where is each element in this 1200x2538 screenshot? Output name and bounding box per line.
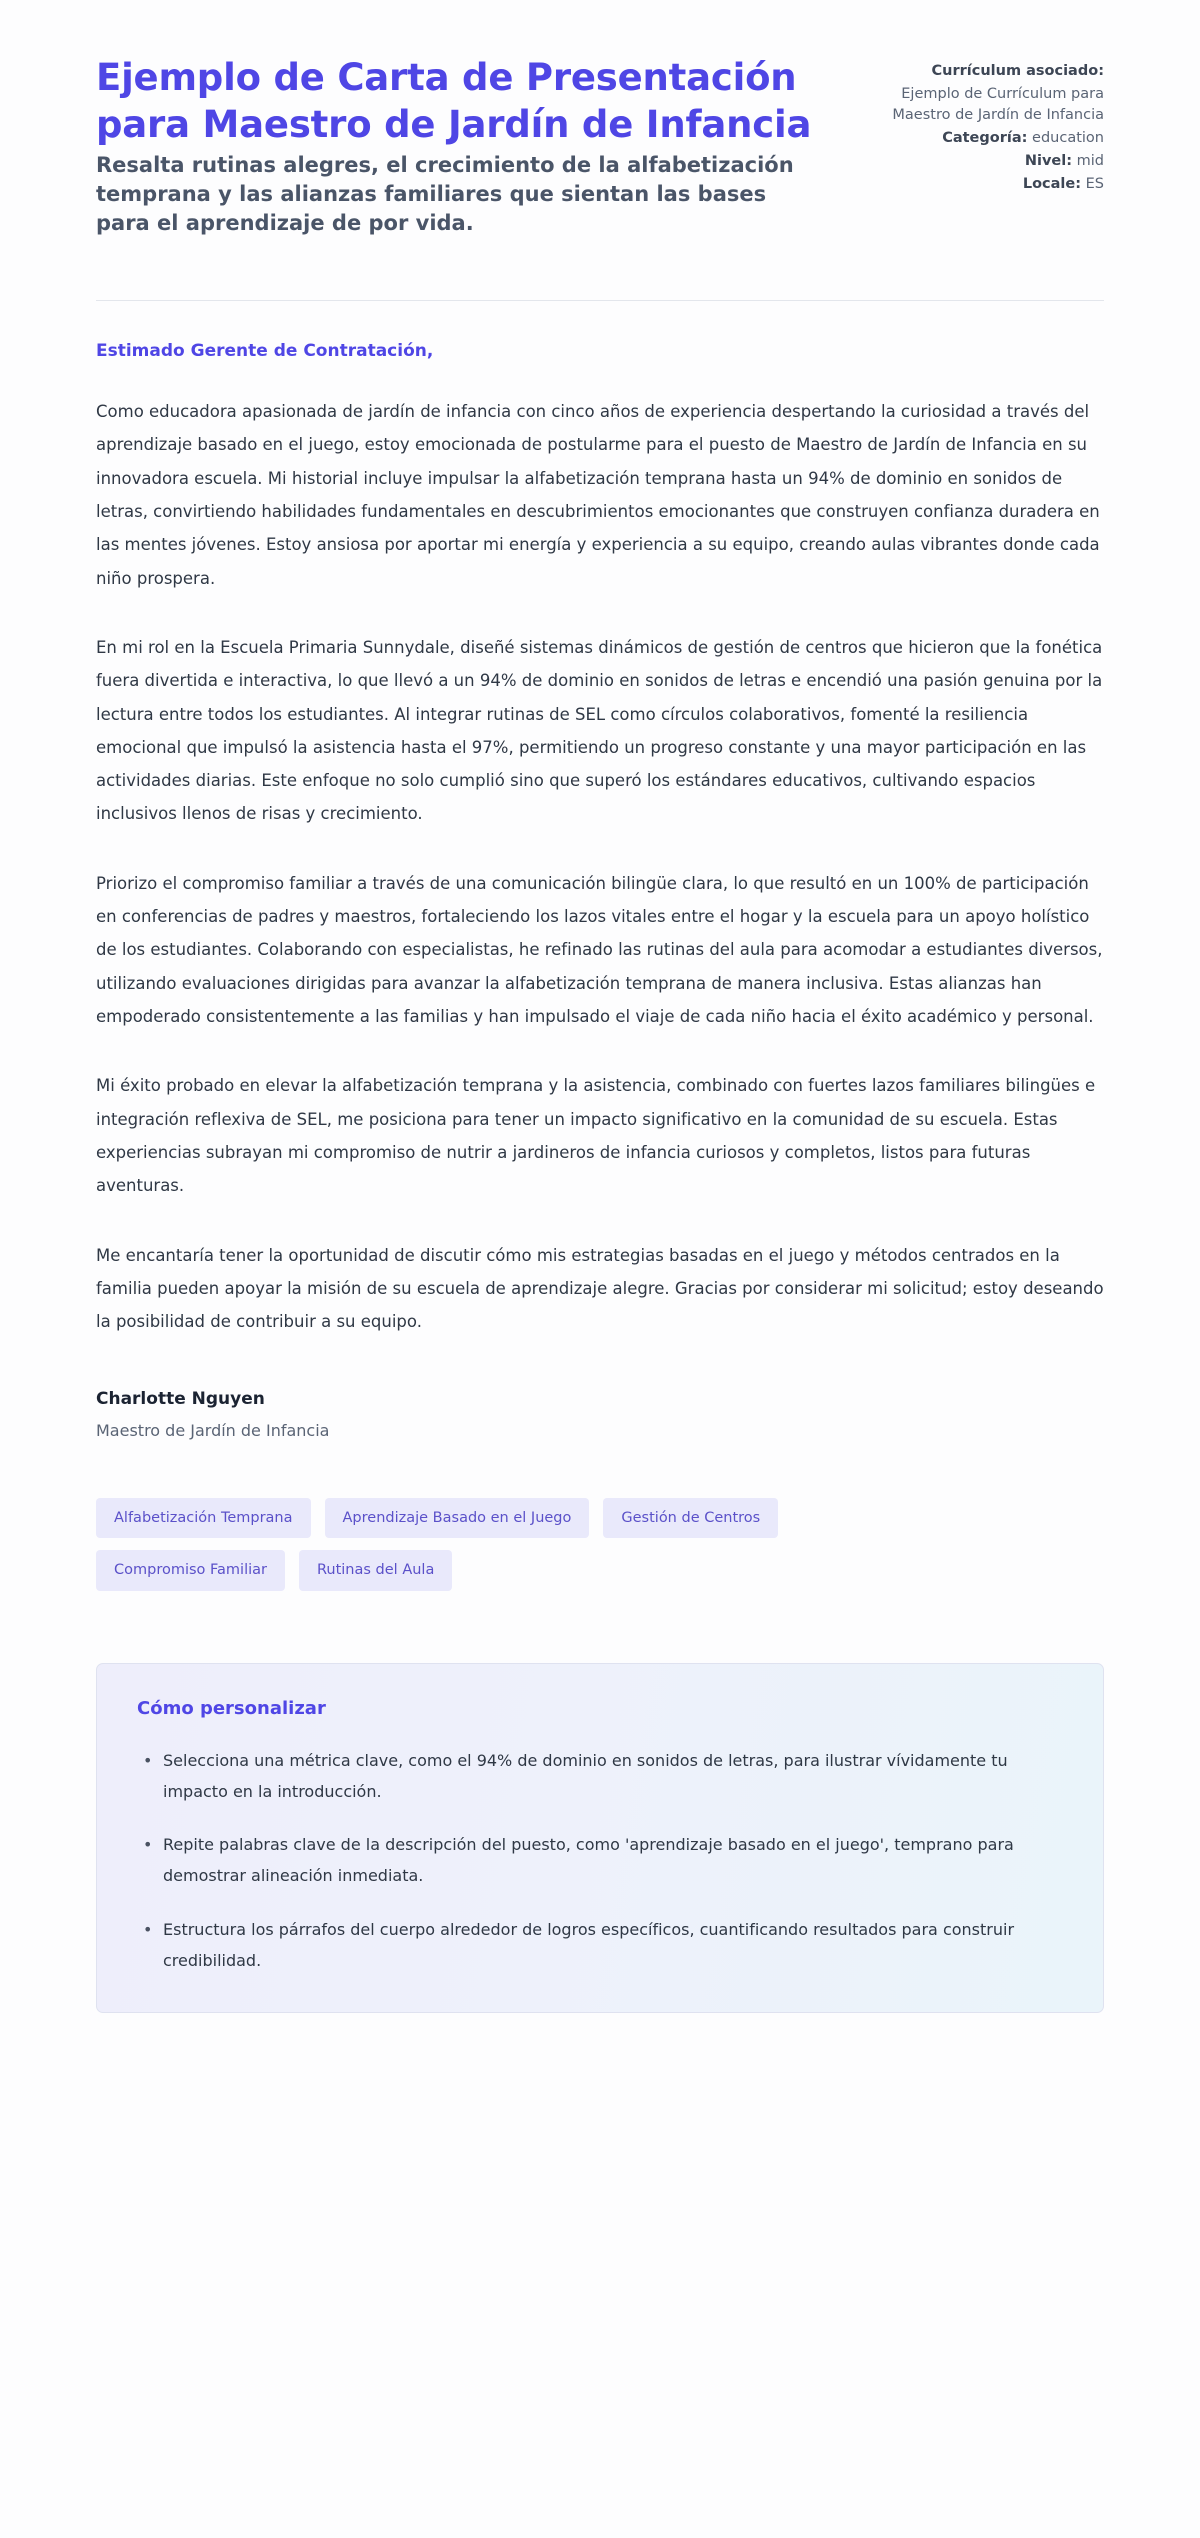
callout-title: Cómo personalizar <box>137 1697 326 1719</box>
meta-value-category: education <box>1032 130 1104 147</box>
tag-list <box>96 1498 896 1591</box>
signature-name: Charlotte Nguyen <box>96 1388 265 1409</box>
meta-resume-value: Ejemplo de Currículum para Maestro de Jardín de Infancia <box>892 86 1104 124</box>
meta-category <box>874 128 1104 149</box>
customize-callout <box>96 1663 1104 2013</box>
callout-list-item: • Estructura los párrafos del cuerpo alrededor de logros específicos, cuantificando resultados para construir credibilidad. <box>137 1914 1063 1976</box>
tag-chip[interactable]: Compromiso Familiar <box>96 1550 285 1591</box>
callout-list-item: • Selecciona una métrica clave, como el 94% de dominio en sonidos de letras, para ilustrar vívidamente tu impacto en la introducción. <box>137 1745 1063 1807</box>
meta-value-level: mid <box>1076 153 1104 170</box>
header-metadata <box>874 55 1104 197</box>
letter-paragraph: Mi éxito probado en elevar la alfabetización temprana y la asistencia, combinado con fuertes lazos familiares bilingües e integración reflexiva de SEL, me posiciona para tener un impacto significativo en la comunidad de su escuela. Estas experiencias subrayan mi compromiso de nutrir a jardineros de infancia curiosos y completos, listos para futuras aventuras. <box>96 1076 1096 1196</box>
meta-label-locale: Locale: <box>1022 176 1082 193</box>
meta-locale <box>874 174 1104 195</box>
meta-associated-resume <box>874 61 1104 82</box>
tag-chip[interactable]: Aprendizaje Basado en el Juego <box>325 1498 590 1539</box>
meta-label-level: Nivel: <box>1024 153 1073 170</box>
meta-level <box>874 151 1104 172</box>
callout-list-item: • Repite palabras clave de la descripción del puesto, como 'aprendizaje basado en el juego', temprano para demostrar alineación inmediata. <box>137 1829 1063 1891</box>
letter-paragraph: Como educadora apasionada de jardín de infancia con cinco años de experiencia despertando la curiosidad a través del aprendizaje basado en el juego, estoy emocionada de postularme para el puesto de Maestro de Jardín de Infancia en su innovadora escuela. Mi historial incluye impulsar la alfabetización temprana hasta un 94% de dominio en sonidos de letras, convirtiendo habilidades fundamentales en descubrimientos emocionantes que construyen confianza duradera en las mentes jóvenes. Estoy ansiosa por aportar mi energía y experiencia a su equipo, creando aulas vibrantes donde cada niño prospera. <box>96 401 1100 588</box>
letter-body <box>96 301 1104 1440</box>
page-title: Ejemplo de Carta de Presentación para Maestro de Jardín de Infancia <box>96 56 812 146</box>
meta-label-resume: Currículum asociado: <box>931 63 1104 79</box>
meta-label-category: Categoría: <box>942 130 1028 147</box>
document-header <box>96 55 1104 238</box>
tag-chip[interactable]: Rutinas del Aula <box>299 1550 452 1591</box>
letter-paragraph: En mi rol en la Escuela Primaria Sunnydale, diseñé sistemas dinámicos de gestión de centros que hicieron que la fonética fuera divertida e interactiva, lo que llevó a un 94% de dominio en sonidos de letras e encendió una pasión genuina por la lectura entre todos los estudiantes. Al integrar rutinas de SEL como círculos colaborativos, fomenté la resiliencia emocional que impulsó la asistencia hasta el 97%, permitiendo un progreso constante y una mayor participación en las actividades diarias. Este enfoque no solo cumplió sino que superó los estándares educativos, cultivando espacios inclusivos llenos de risas y crecimiento. <box>96 637 1103 824</box>
tag-chip[interactable]: Gestión de Centros <box>603 1498 778 1539</box>
callout-list <box>137 1745 1063 1976</box>
letter-paragraph: Priorizo el compromiso familiar a través de una comunicación bilingüe clara, lo que resultó en un 100% de participación en conferencias de padres y maestros, fortaleciendo los lazos vitales entre el hogar y la escuela para un apoyo holístico de los estudiantes. Colaborando con especialistas, he refinado las rutinas del aula para acomodar a estudiantes diversos, utilizando evaluaciones dirigidas para avanzar la alfabetización temprana de manera inclusiva. Estas alianzas han empoderado consistentemente a las familias y han impulsado el viaje de cada niño hacia el éxito académico y personal. <box>96 873 1103 1027</box>
meta-value-locale: ES <box>1085 176 1104 193</box>
header-left-block <box>96 55 816 238</box>
signature-role: Maestro de Jardín de Infancia <box>96 1420 330 1440</box>
letter-paragraph: Me encantaría tener la oportunidad de discutir cómo mis estrategias basadas en el juego y métodos centrados en la familia pueden apoyar la misión de su escuela de aprendizaje alegre. Gracias por considerar mi solicitud; estoy deseando la posibilidad de contribuir a su equipo. <box>96 1245 1104 1332</box>
page-subtitle: Resalta rutinas alegres, el crecimiento de la alfabetización temprana y las alianzas familiares que sientan las bases para el aprendizaje de por vida. <box>96 152 794 235</box>
signature-block <box>96 1389 1104 1440</box>
letter-salutation: Estimado Gerente de Contratación, <box>96 340 434 361</box>
tag-chip[interactable]: Alfabetización Temprana <box>96 1498 311 1539</box>
